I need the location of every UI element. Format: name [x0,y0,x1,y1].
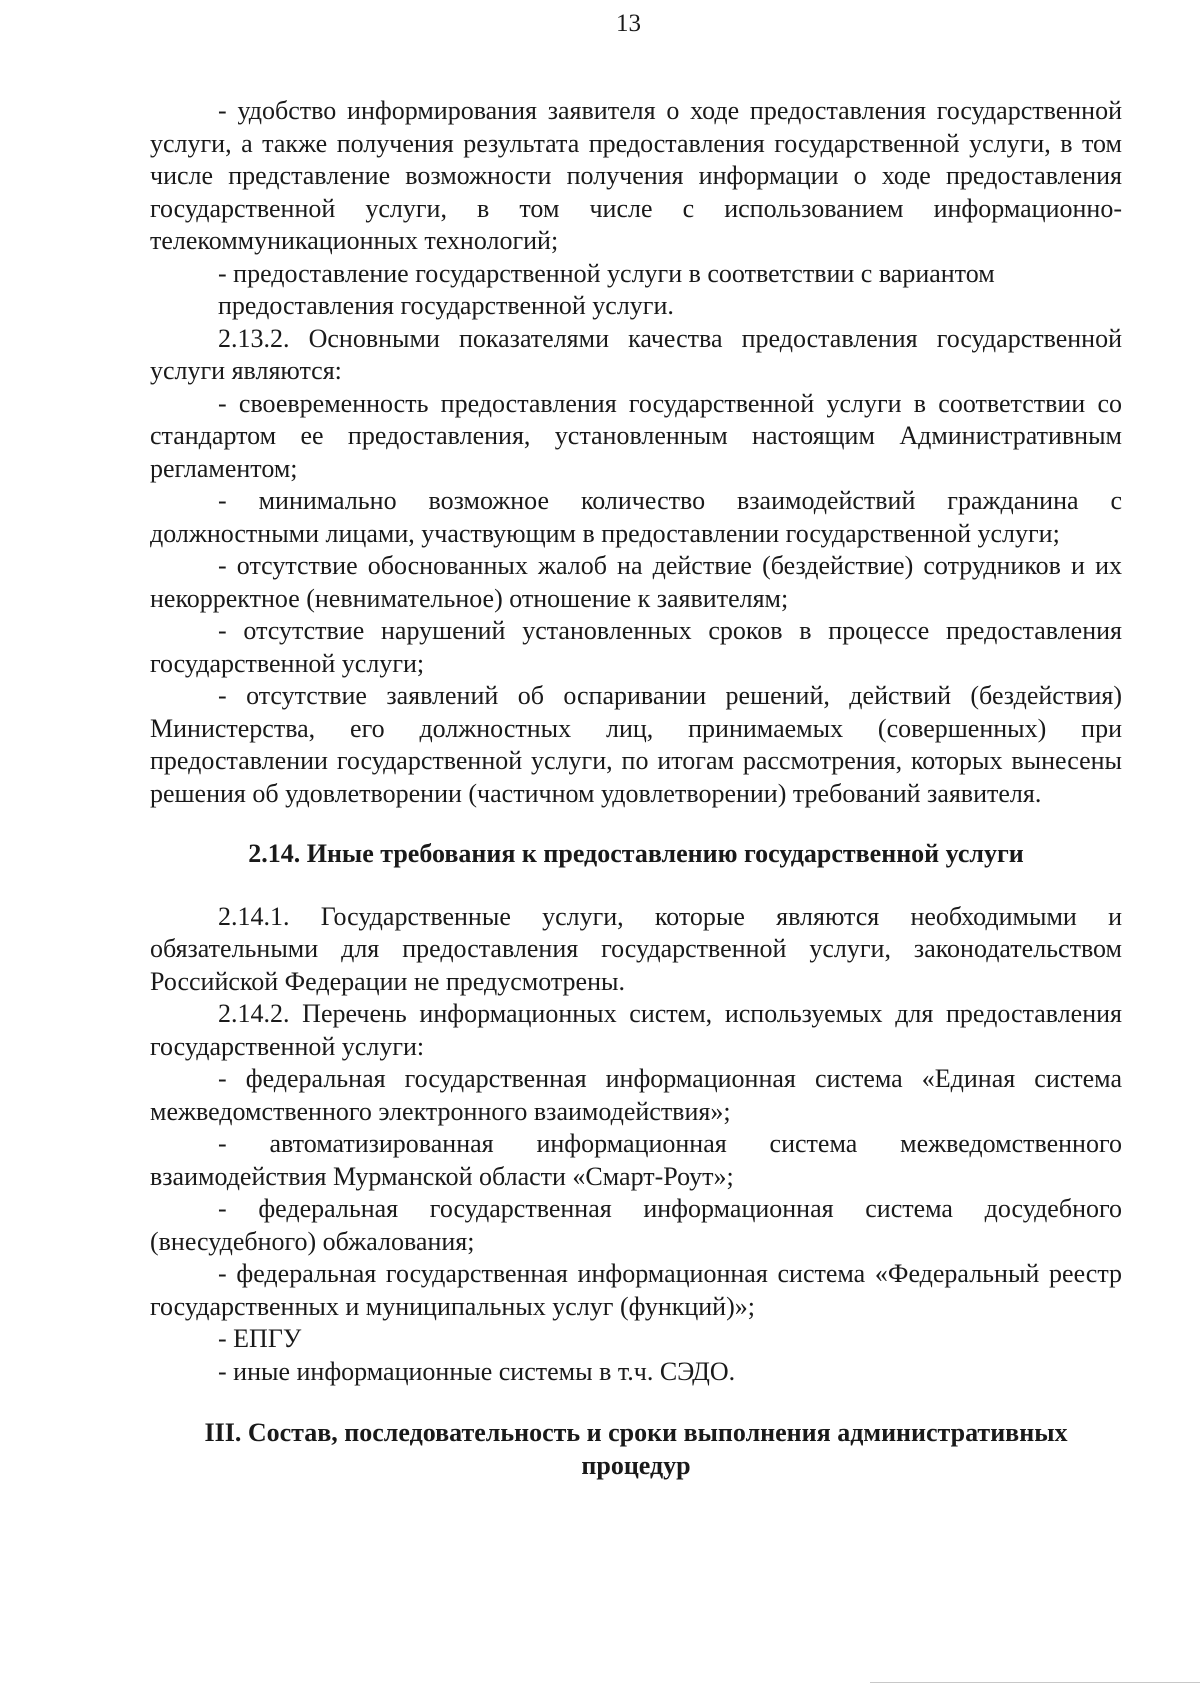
paragraph: - предоставление государственной услуги в соответствии с вариантом [218,258,995,288]
scan-edge-line [870,1682,1200,1683]
paragraph: - отсутствие обоснованных жалоб на действие (бездействие) сотрудников и их некорректное (невнимательное) отношение к заявителям; [150,551,1122,613]
paragraph: предоставления государственной услуги. [218,291,674,320]
paragraph: 2.14.2. Перечень информационных систем, используемых для предоставления государственной услуги: [150,999,1122,1061]
paragraph: - ЕПГУ [218,1324,302,1353]
paragraph: 2.13.2. Основными показателями качества предоставления государственной услуги являются: [150,323,1122,385]
section-heading-2-14: 2.14. Иные требования к предоставлению государственной услуги [248,839,1024,868]
paragraph: - федеральная государственная информационная система «Федеральный реестр государственных и муниципальных услуг (функций)»; [150,1259,1122,1321]
paragraph: - федеральная государственная информационная система «Единая система межведомственного электронного взаимодействия»; [150,1064,1122,1126]
section-heading-iii [150,1417,1122,1482]
paragraph: 2.14.1. Государственные услуги, которые являются необходимыми и обязательными для предоставления государственной услуги, законодательством Российской Федерации не предусмотрены. [150,901,1122,996]
page-number: 13 [616,10,641,37]
paragraph: - автоматизированная информационная система межведомственного взаимодействия Мурманской области «Смарт-Роут»; [150,1129,1122,1191]
section-heading-iii-line2: процедур [581,1450,691,1480]
section-heading-iii-line1: III. Состав, последовательность и сроки выполнения административных [204,1418,1068,1447]
document-body [150,95,1122,1482]
paragraph: - федеральная государственная информационная система досудебного (внесудебного) обжалования; [150,1194,1122,1256]
paragraph: - иные информационные системы в т.ч. СЭДО. [218,1356,736,1386]
paragraph: - удобство информирования заявителя о ходе предоставления государственной услуги, а также получения результата предоставления государственной услуги, в том числе представление возможности получения информации о ходе предоставления государственной услуги, в том числе с использованием информационно-телекоммуникационных технологий; [150,96,1122,255]
paragraph: - отсутствие нарушений установленных сроков в процессе предоставления государственной услуги; [150,616,1122,678]
paragraph: - минимально возможное количество взаимодействий гражданина с должностными лицами, участвующим в предоставлении государственной услуги; [150,486,1122,548]
paragraph: - отсутствие заявлений об оспаривании решений, действий (бездействия) Министерства, его должностных лиц, принимаемых (совершенных) при предоставлении государственной услуги, по итогам рассмотрения, которых вынесены решения об удовлетворении (частичном удовлетворении) требований заявителя. [150,681,1122,808]
paragraph: - своевременность предоставления государственной услуги в соответствии со стандартом ее предоставления, установленным настоящим Административным регламентом; [150,388,1122,483]
